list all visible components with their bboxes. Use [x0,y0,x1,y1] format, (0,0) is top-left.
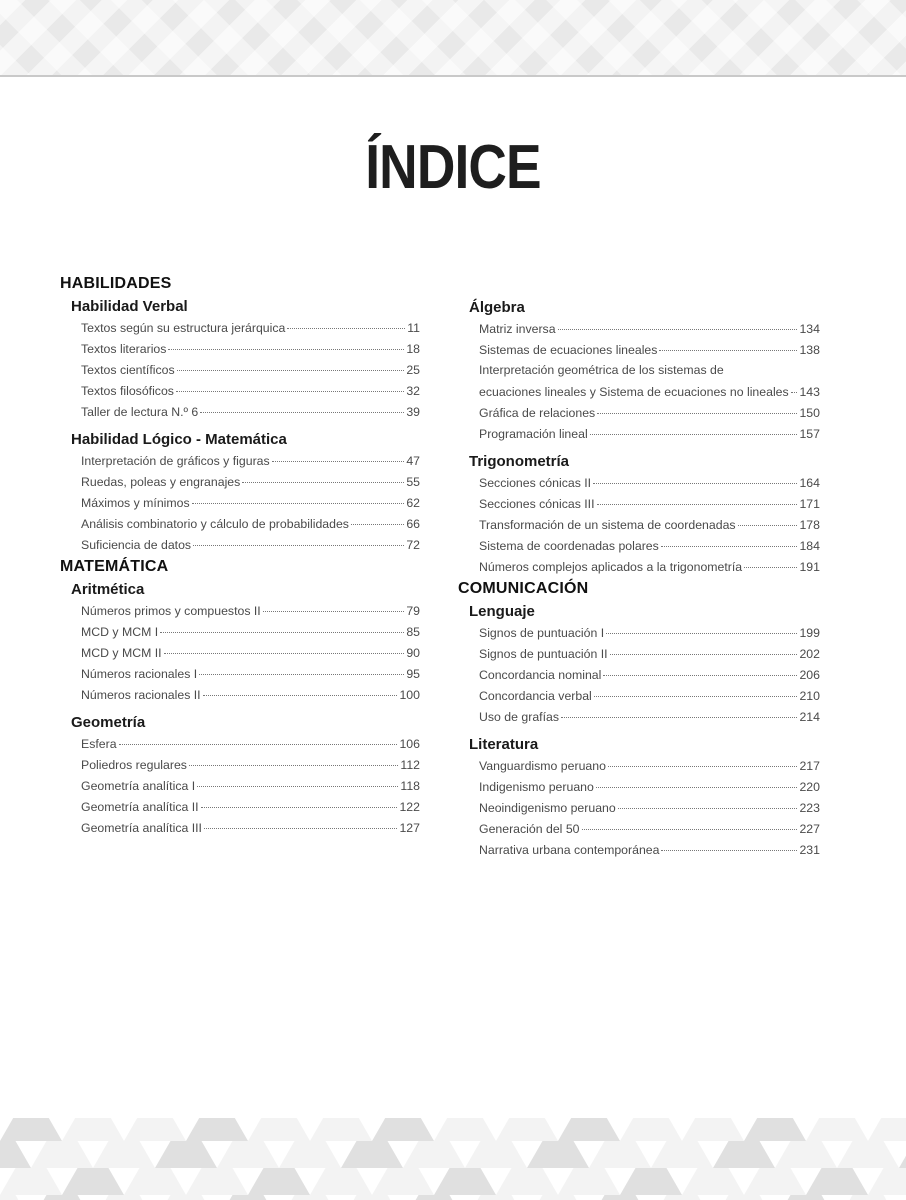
left-column [60,274,420,838]
dot-leader [193,531,404,546]
dot-leader [204,814,397,829]
entry-page: 118 [400,779,420,793]
section-title-comunicacion: COMUNICACIÓN [458,580,589,597]
toc-entry[interactable] [479,556,820,577]
entry-page: 72 [406,538,420,552]
entry-label: Geometría analítica I [81,779,196,793]
entry-page: 164 [799,476,820,490]
entry-page: 210 [799,689,820,703]
dot-leader [744,553,797,568]
subsection-title-algebra: Álgebra [469,299,525,316]
entry-page: 138 [799,343,820,357]
entry-label: Programación lineal [479,427,588,441]
entry-page: 95 [406,667,420,681]
entry-label: Transformación de un sistema de coordenadas [479,518,736,532]
dot-leader [199,660,404,675]
entry-page: 66 [406,517,420,531]
entry-page: 206 [799,668,820,682]
entry-page: 55 [406,475,420,489]
entry-label: Gráfica de relaciones [479,406,596,420]
entry-page: 25 [406,363,420,377]
top-decorative-band [0,0,906,76]
entry-page: 220 [799,780,820,794]
dot-leader [596,773,798,788]
entry-label: Concordancia verbal [479,689,592,703]
entry-label: Neoindigenismo peruano [479,801,616,815]
entry-label: Sistemas de ecuaciones lineales [479,343,658,357]
entry-page: 47 [406,454,420,468]
entry-label: Geometría analítica III [81,821,202,835]
toc-entry[interactable] [479,339,820,360]
entry-label: Máximos y mínimos [81,496,190,510]
entry-list-habilidad-logico-matematica [60,450,420,555]
entry-label: Narrativa urbana contemporánea [479,843,660,857]
entry-page: 127 [399,821,420,835]
dot-leader [351,510,404,525]
entry-list-geometria [60,733,420,838]
dot-leader [168,335,404,350]
entry-label: Textos según su estructura jerárquica [81,321,286,335]
entry-list-trigonometria [458,472,820,577]
entry-label: Vanguardismo peruano [479,759,606,773]
entry-page: 178 [799,518,820,532]
dot-leader [738,511,798,526]
dot-leader [242,468,404,483]
entry-page: 32 [406,384,420,398]
bottom-decorative-band [0,1118,906,1200]
dot-leader [263,597,405,612]
subsection-title-habilidad-logico-matematica: Habilidad Lógico - Matemática [71,431,287,448]
right-column [458,296,820,860]
entry-label: Números racionales II [81,688,201,702]
entry-label: Sistema de coordenadas polares [479,539,659,553]
dot-leader [119,730,398,745]
toc-entry-wrapped-line[interactable]: Interpretación geométrica de los sistemas de [479,363,724,377]
dot-leader [590,420,798,435]
entry-label: MCD y MCM I [81,625,159,639]
entry-label: Interpretación de gráficos y figuras [81,454,270,468]
dot-leader [203,681,398,696]
entry-label: Números complejos aplicados a la trigonometría [479,560,743,574]
entry-list-aritmetica [60,600,420,705]
entry-list-algebra [458,318,820,444]
dot-leader [603,661,797,676]
entry-label: Uso de grafías [479,710,559,724]
entry-label: Números primos y compuestos II [81,604,261,618]
entry-page: 150 [799,406,820,420]
entry-page: 134 [799,322,820,336]
dot-leader [558,315,798,330]
entry-page: 202 [799,647,820,661]
entry-label: Suficiencia de datos [81,538,192,552]
subsection-title-literatura: Literatura [469,736,539,753]
subsection-title-aritmetica: Aritmética [71,581,145,598]
entry-label: Ruedas, poleas y engranajes [81,475,241,489]
dot-leader [610,640,798,655]
dot-leader [164,639,405,654]
entry-label: Textos científicos [81,363,175,377]
entry-label: Textos filosóficos [81,384,174,398]
entry-page: 106 [399,737,420,751]
entry-page: 79 [406,604,420,618]
dot-leader [177,356,405,371]
entry-label: Geometría analítica II [81,800,199,814]
entry-label: Poliedros regulares [81,758,187,772]
dot-leader [287,314,405,329]
dot-leader [597,399,797,414]
toc-entry[interactable] [81,684,420,705]
dot-leader [200,398,404,413]
entry-page: 171 [799,497,820,511]
dot-leader [608,752,798,767]
entry-label: Taller de lectura N.º 6 [81,405,199,419]
bottom-pattern-graphic [0,1118,906,1200]
subsection-title-geometria: Geometría [71,714,146,731]
dot-leader [606,619,797,634]
entry-label: MCD y MCM II [81,646,162,660]
entry-label: Signos de puntuación I [479,626,605,640]
entry-list-habilidad-verbal [60,317,420,422]
entry-label: Análisis combinatorio y cálculo de probabilidades [81,517,349,531]
entry-label: Indigenismo peruano [479,780,594,794]
dot-leader [192,489,405,504]
entry-page: 231 [799,843,820,857]
entry-label: Generación del 50 [479,822,580,836]
dot-leader [160,618,404,633]
dot-leader [561,703,797,718]
entry-label: Secciones cónicas II [479,476,592,490]
toc-entry[interactable] [81,817,420,838]
dot-leader [597,490,798,505]
entry-label: Concordancia nominal [479,668,602,682]
page-title: ÍNDICE [365,133,541,202]
entry-page: 122 [399,800,420,814]
section-title-matematica: MATEMÁTICA [60,558,169,575]
entry-label: Textos literarios [81,342,167,356]
entry-page: 100 [399,688,420,702]
entry-page: 217 [799,759,820,773]
dot-leader [593,469,797,484]
entry-page: 199 [799,626,820,640]
toc-entry[interactable] [479,423,820,444]
dot-leader [197,772,398,787]
subsection-title-trigonometria: Trigonometría [469,453,570,470]
entry-page: 11 [407,321,420,335]
entry-page: 223 [799,801,820,815]
entry-list-literatura [458,755,820,860]
entry-page: 143 [799,385,820,399]
entry-page: 18 [406,342,420,356]
dot-leader [791,378,798,393]
section-title-habilidades: HABILIDADES [60,275,172,292]
entry-label: Números racionales I [81,667,198,681]
toc-entry[interactable] [81,534,420,555]
entry-label: Esfera [81,737,117,751]
entry-page: 62 [406,496,420,510]
dot-leader [594,682,798,697]
entry-page: 191 [799,560,820,574]
entry-page: 112 [400,758,420,772]
dot-leader [661,836,797,851]
entry-label: Matriz inversa [479,322,556,336]
top-divider [0,75,906,77]
dot-leader [176,377,404,392]
entry-page: 90 [406,646,420,660]
dot-leader [659,336,797,351]
toc-entry[interactable] [81,401,420,422]
subsection-title-lenguaje: Lenguaje [469,603,535,620]
entry-label: Secciones cónicas III [479,497,595,511]
entry-page: 214 [799,710,820,724]
entry-label: ecuaciones lineales y Sistema de ecuaciones no lineales [479,385,789,399]
entry-page: 184 [799,539,820,553]
dot-leader [189,751,398,766]
entry-list-lenguaje [458,622,820,727]
toc-entry[interactable] [479,839,820,860]
entry-page: 227 [799,822,820,836]
dot-leader [618,794,798,809]
dot-leader [201,793,398,808]
toc-entry[interactable] [479,706,820,727]
entry-page: 157 [799,427,820,441]
entry-page: 85 [406,625,420,639]
dot-leader [272,447,405,462]
dot-leader [661,532,798,547]
dot-leader [582,815,798,830]
subsection-title-habilidad-verbal: Habilidad Verbal [71,298,188,315]
entry-label: Signos de puntuación II [479,647,608,661]
entry-page: 39 [406,405,420,419]
